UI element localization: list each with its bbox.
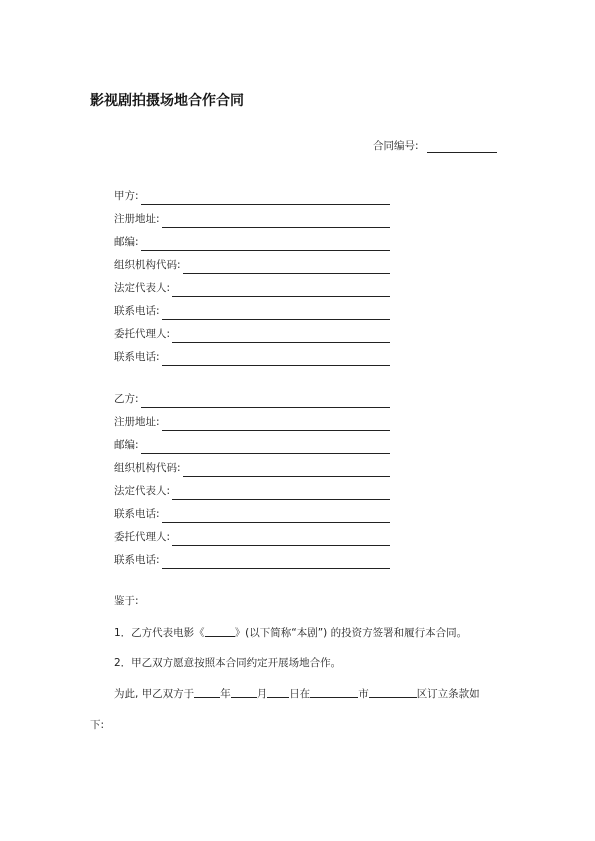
field-label: 甲方:	[114, 190, 139, 202]
fill-in-line	[162, 416, 390, 431]
agreement-intro-continued: 下:	[90, 719, 105, 731]
intro-text: 为此, 甲乙双方于	[114, 688, 195, 700]
recital-text: 1．乙方代表电影《	[114, 627, 205, 639]
year-blank	[194, 686, 220, 698]
party-a-phone-field	[114, 297, 390, 320]
film-title-blank	[205, 625, 235, 637]
fill-in-line	[162, 305, 390, 320]
fill-in-line	[183, 259, 390, 274]
field-label: 注册地址:	[114, 416, 160, 428]
party-a-address-field	[114, 205, 390, 228]
fill-in-line	[172, 282, 390, 297]
fill-in-line	[172, 485, 390, 500]
field-label: 邮编:	[114, 236, 139, 248]
party-a-agent-phone-field	[114, 343, 390, 366]
party-b-section	[114, 385, 390, 569]
whereas-heading: 鉴于:	[114, 595, 139, 607]
party-a-org-code-field	[114, 251, 390, 274]
city-label: 市	[358, 688, 369, 700]
field-label: 联系电话:	[114, 554, 160, 566]
contract-number	[373, 138, 497, 153]
field-label: 注册地址:	[114, 213, 160, 225]
party-b-legal-rep-field	[114, 477, 390, 500]
agreement-intro	[114, 686, 480, 701]
party-b-agent-phone-field	[114, 546, 390, 569]
party-a-legal-rep-field	[114, 274, 390, 297]
party-b-org-code-field	[114, 454, 390, 477]
contract-number-blank	[427, 140, 497, 153]
fill-in-line	[172, 531, 390, 546]
fill-in-line	[183, 462, 390, 477]
fill-in-line	[162, 508, 390, 523]
field-label: 组织机构代码:	[114, 462, 181, 474]
recital-text: 》(以下简称“本剧”) 的投资方签署和履行本合同。	[234, 627, 468, 639]
party-a-section	[114, 182, 390, 366]
field-label: 法定代表人:	[114, 282, 171, 294]
day-label: 日在	[289, 688, 311, 700]
field-label: 法定代表人:	[114, 485, 171, 497]
recital-item-1	[114, 625, 467, 640]
field-label: 联系电话:	[114, 351, 160, 363]
fill-in-line	[172, 328, 390, 343]
city-blank	[310, 686, 358, 698]
month-label: 月	[256, 688, 268, 700]
district-blank	[369, 686, 417, 698]
page-title: 影视剧拍摄场地合作合同	[90, 93, 244, 109]
day-blank	[267, 686, 289, 698]
fill-in-line	[162, 351, 390, 366]
party-b-name-field	[114, 385, 390, 408]
month-blank	[231, 686, 257, 698]
field-label: 联系电话:	[114, 305, 160, 317]
field-label: 组织机构代码:	[114, 259, 181, 271]
fill-in-line	[141, 439, 390, 454]
party-a-name-field	[114, 182, 390, 205]
field-label: 委托代理人:	[114, 531, 171, 543]
party-b-address-field	[114, 408, 390, 431]
fill-in-line	[162, 213, 390, 228]
contract-number-label: 合同编号:	[373, 140, 419, 152]
party-a-postcode-field	[114, 228, 390, 251]
field-label: 联系电话:	[114, 508, 160, 520]
party-b-agent-field	[114, 523, 390, 546]
fill-in-line	[141, 236, 390, 251]
fill-in-line	[162, 554, 390, 569]
recital-item-2: 2．甲乙双方愿意按照本合同约定开展场地合作。	[114, 657, 342, 669]
party-a-agent-field	[114, 320, 390, 343]
field-label: 邮编:	[114, 439, 139, 451]
party-b-phone-field	[114, 500, 390, 523]
party-b-postcode-field	[114, 431, 390, 454]
fill-in-line	[141, 393, 390, 408]
field-label: 委托代理人:	[114, 328, 171, 340]
district-text: 区订立条款如	[416, 688, 480, 700]
field-label: 乙方:	[114, 393, 139, 405]
year-label: 年	[220, 688, 231, 700]
fill-in-line	[141, 190, 390, 205]
